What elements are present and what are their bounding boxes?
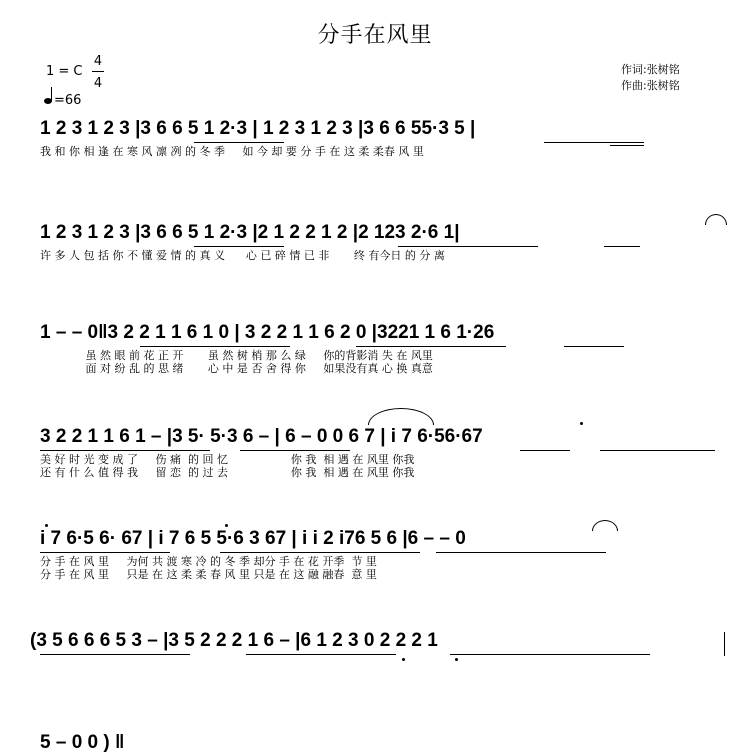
lyric-line-1: 虽 然 眼 前 花 正 开 虽 然 树 梢 那 么 绿 你的背影消 失 在 风里 (40, 349, 433, 362)
beam (40, 654, 190, 655)
final-barline (724, 632, 725, 656)
beam (450, 654, 650, 655)
octave-dot (580, 422, 583, 425)
lyric-line-2: 面 对 纷 乱 的 思 绪 心 中 是 否 舍 得 你 如果没有真 心 换 真意 (40, 362, 433, 375)
page-title: 分手在风里 (317, 23, 433, 48)
time-signature-denominator: 4 (93, 76, 103, 91)
notation-line: 1 2 3 1 2 3 |3 6 6 5 1 2·3 | 1 2 3 1 2 3 |3 6 6 55·3 5 | (40, 118, 476, 139)
beam (246, 654, 396, 655)
tie (368, 408, 434, 425)
time-signature-numerator: 4 (93, 54, 103, 69)
octave-dot (45, 524, 48, 527)
tempo-value: =66 (54, 93, 82, 108)
notation-line: i 7 6·5 6· 67 | i 7 6 5 5·6 3 67 | i i 2 i76 5 6 |6 – – 0 (40, 528, 466, 549)
key-signature: 1 = C (46, 64, 83, 79)
lyric-line-2: 还 有 什 么 值 得 我 留 恋 的 过 去 你 我 相 遇 在 风里 你我 (40, 466, 415, 479)
lyric-line-2: 分 手 在 风 里 只是 在 这 柔 柔 春 风 里 只是 在 这 融 融春 意 里 (40, 568, 377, 581)
octave-dot (225, 524, 228, 527)
octave-dot (455, 658, 458, 661)
notation-line: 3 2 2 1 1 6 1 – |3 5· 5·3 6 – | 6 – 0 0 6 7 | i 7 6·56·67 (40, 426, 483, 447)
octave-dot (402, 658, 405, 661)
lyric-line-1: 许 多 人 包 括 你 不 懂 爱 情 的 真 义 心 已 碎 情 已 非 终 有今日 的 分 离 (40, 249, 445, 262)
lyric-line-1: 分 手 在 风 里 为何 共 渡 寒 冷 的 冬 季 却分 手 在 花 开季 节 里 (40, 555, 377, 568)
notation-line: 1 2 3 1 2 3 |3 6 6 5 1 2·3 |2 1 2 2 1 2 |2 123 2·6 1| (40, 222, 460, 243)
composer-credit: 作曲:张树铭 (621, 79, 680, 92)
notation-line: (3 5 6 6 6 5 3 – |3 5 2 2 2 1 6 – |6 1 2 3 0 2 2 2 1 (30, 630, 438, 651)
credits (621, 62, 680, 94)
notation-line: 1 – – 0‖3 2 2 1 1 6 1 0 | 3 2 2 1 1 6 2 0 |3221 1 6 1·26 (40, 322, 495, 343)
tempo-marking (44, 93, 81, 108)
lyricist-credit: 作词:张树铭 (621, 63, 680, 76)
lyric-line-1: 我 和 你 相 逢 在 寒 风 凛 冽 的 冬 季 如 今 却 要 分 手 在 这 柔 柔春 风 里 (40, 145, 424, 158)
lyric-line-1: 美 好 时 光 变 成 了 伤 痛 的 回 忆 你 我 相 遇 在 风里 你我 (40, 453, 415, 466)
notation-line: 5 – 0 0 ) ‖ (40, 732, 125, 753)
time-signature-line (92, 71, 104, 72)
quarter-note-icon (44, 98, 52, 104)
